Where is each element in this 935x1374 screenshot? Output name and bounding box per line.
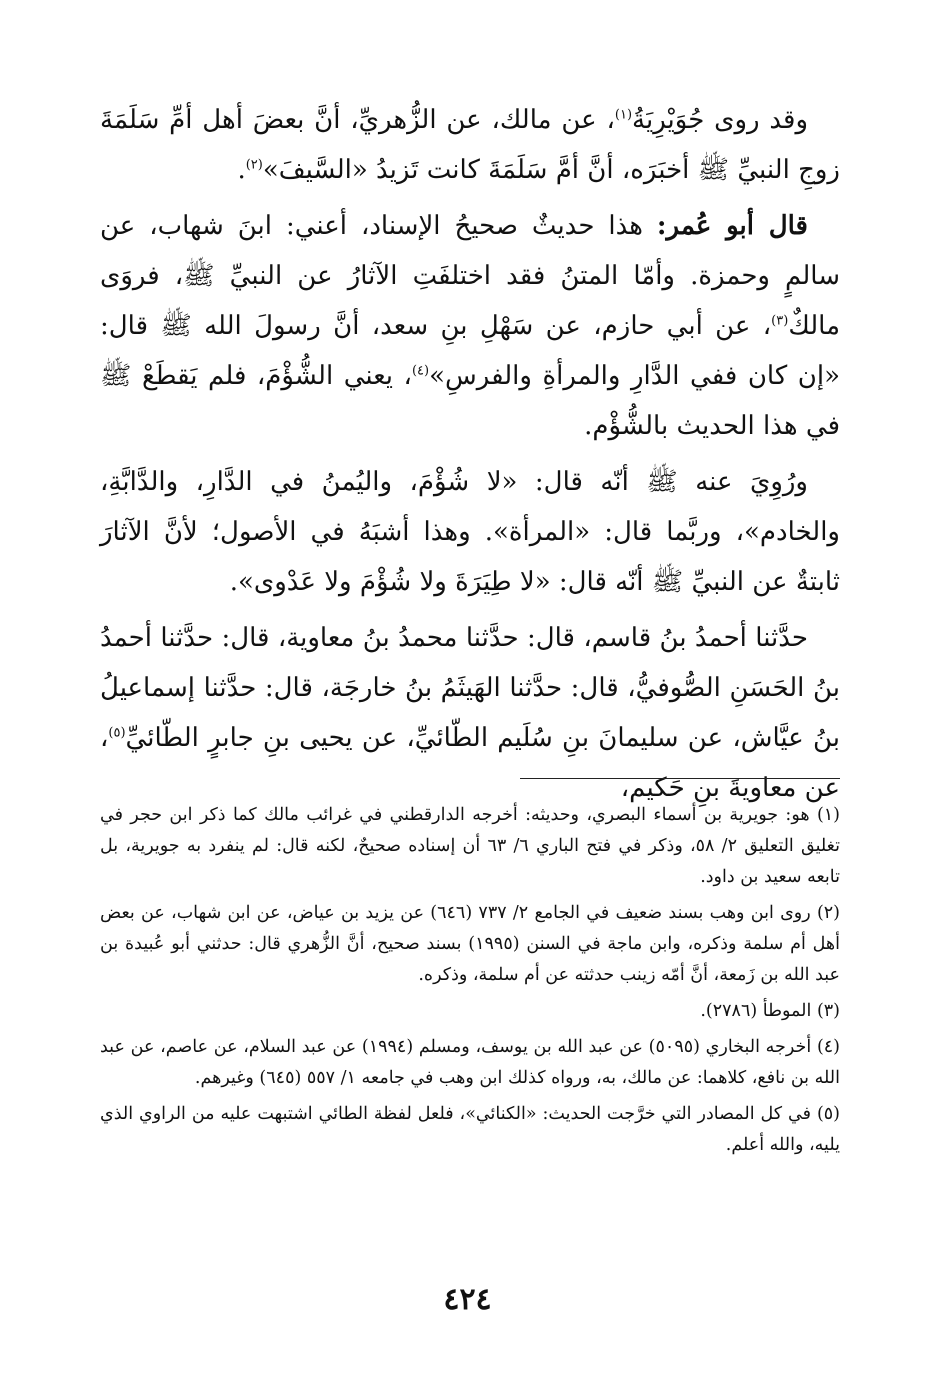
page-number: ٤٢٤ (443, 1282, 492, 1317)
paragraph-2-lead: قال أبو عُمر: (656, 211, 808, 241)
footnote-number: (٣) (816, 1001, 840, 1021)
paragraph-2-text-c: ، يعني الشُّؤْمَ، فلم يَقطَعْ ﷺ في هذا الحديث بالشُّؤْم. (100, 361, 840, 441)
footnote-text: أخرجه البخاري (٥٠٩٥) عن عبد الله بن يوسف، ومسلم (١٩٩٤) عن عبد السلام، عن عاصم، عن عبد الله بن نافع، كلاهما: عن مالك، به، ورواه كذلك ابن وهب في جامعه ١/ ٥٥٧ (٦٤٥) وغيرهم. (100, 1037, 840, 1088)
footnote-number: (٤) (816, 1037, 840, 1057)
paragraph-4 (100, 613, 840, 813)
footnote-2 (100, 898, 840, 991)
paragraph-1 (100, 95, 840, 195)
footnote-4 (100, 1032, 840, 1094)
paragraph-4-text-b: ، عن معاويةَ بنِ حَكيم، (100, 723, 840, 803)
footnote-text: في كل المصادر التي خرَّجت الحديث: «الكنائي»، فلعل لفظة الطائي اشتبهت عليه من الراوي الذي يليه، والله أعلم. (100, 1104, 840, 1155)
footnote-ref-5[interactable]: (٥) (108, 725, 126, 741)
footnote-ref-1[interactable]: (١) (614, 107, 633, 123)
footnote-number: (٢) (816, 903, 840, 923)
footnote-1 (100, 800, 840, 893)
paragraph-1-text-end: . (237, 155, 246, 185)
footnote-ref-4[interactable]: (٤) (411, 363, 430, 379)
paragraph-1-text-a: وقد روى جُوَيْرِيَةُ (632, 105, 808, 135)
footnote-number: (٥) (816, 1104, 840, 1124)
footnotes (100, 800, 840, 1166)
footnote-ref-2[interactable]: (٢) (245, 157, 263, 173)
footnote-number: (١) (816, 805, 840, 825)
paragraph-2 (100, 201, 840, 451)
footnote-ref-3[interactable]: (٣) (771, 313, 789, 329)
footnote-text: هو: جويرية بن أسماء البصري، وحديثه: أخرجه الدارقطني في غرائب مالك كما ذكر ابن حجر في تغليق التعليق ٢/ ٥٨، وذكر في فتح الباري ٦/ ٦٣ أن إسناده صحيحٌ، لكنه قال: لم ينفرد به جويرية، بل تابعه سعيد بن داود. (100, 805, 840, 887)
footnote-text: الموطأ (٢٧٨٦). (700, 1001, 817, 1021)
paragraph-2-text-b: ، عن أبي حازم، عن سَهْلِ بنِ سعد، أنَّ رسولَ الله ﷺ قال: «إن كان ففي الدَّارِ والمرأةِ والفرسِ» (100, 311, 840, 391)
paragraph-2-text-a: هذا حديثٌ صحيحُ الإسناد، أعني: ابنَ شهاب، عن سالمٍ وحمزة. وأمّا المتنُ فقد اختلفَتِ الآثارُ عن النبيِّ ﷺ، فروَى مالكٌ (100, 211, 840, 341)
paragraph-1-text-b: ، عن مالك، عن الزُّهريِّ، أنَّ بعضَ أهل أمِّ سَلَمَةَ زوجِ النبيِّ ﷺ أخبَرَه، أنَّ أمَّ سَلَمَةَ كانت تَزيدُ «السَّيفَ» (100, 105, 840, 185)
paragraph-4-text-a: حدَّثنا أحمدُ بنُ قاسم، قال: حدَّثنا محمدُ بنُ معاوية، قال: حدَّثنا أحمدُ بنُ الحَسَنِ الصُّوفيُّ، قال: حدَّثنا الهَيثَمُ بنُ خارجَة، قال: حدَّثنا إسماعيلُ بنُ عيَّاش، عن سليمانَ بنِ سُلَيم الطّائيِّ، عن يحيى بنِ جابرٍ الطّائيِّ (100, 623, 840, 753)
main-text (100, 95, 840, 819)
footnote-3 (100, 996, 840, 1027)
paragraph-3: ورُوِيَ عنه ﷺ أنّه قال: «لا شُؤْمَ، واليُمنُ في الدَّارِ، والدَّابَّةِ، والخادم»، وربَّما قال: «المرأة». وهذا أشبَهُ في الأصول؛ لأنَّ الآثارَ ثابتةٌ عن النبيِّ ﷺ أنّه قال: «لا طِيَرَةَ ولا شُؤْمَ ولا عَدْوى». (100, 467, 840, 597)
footnote-5 (100, 1099, 840, 1161)
footnote-text: روى ابن وهب بسند ضعيف في الجامع ٢/ ٧٣٧ (٦٤٦) عن يزيد بن عياض، عن ابن شهاب، عن بعض أهل أم سلمة وذكره، وابن ماجة في السنن (١٩٩٥) بسند صحيح، أنَّ الزُّهري قال: حدثني أبو عُبيدة بن عبد الله بن زَمعة، أنَّ أمّه زينب حدثته عن أم سلمة، وذكره. (100, 903, 840, 985)
footnote-divider (520, 778, 840, 779)
